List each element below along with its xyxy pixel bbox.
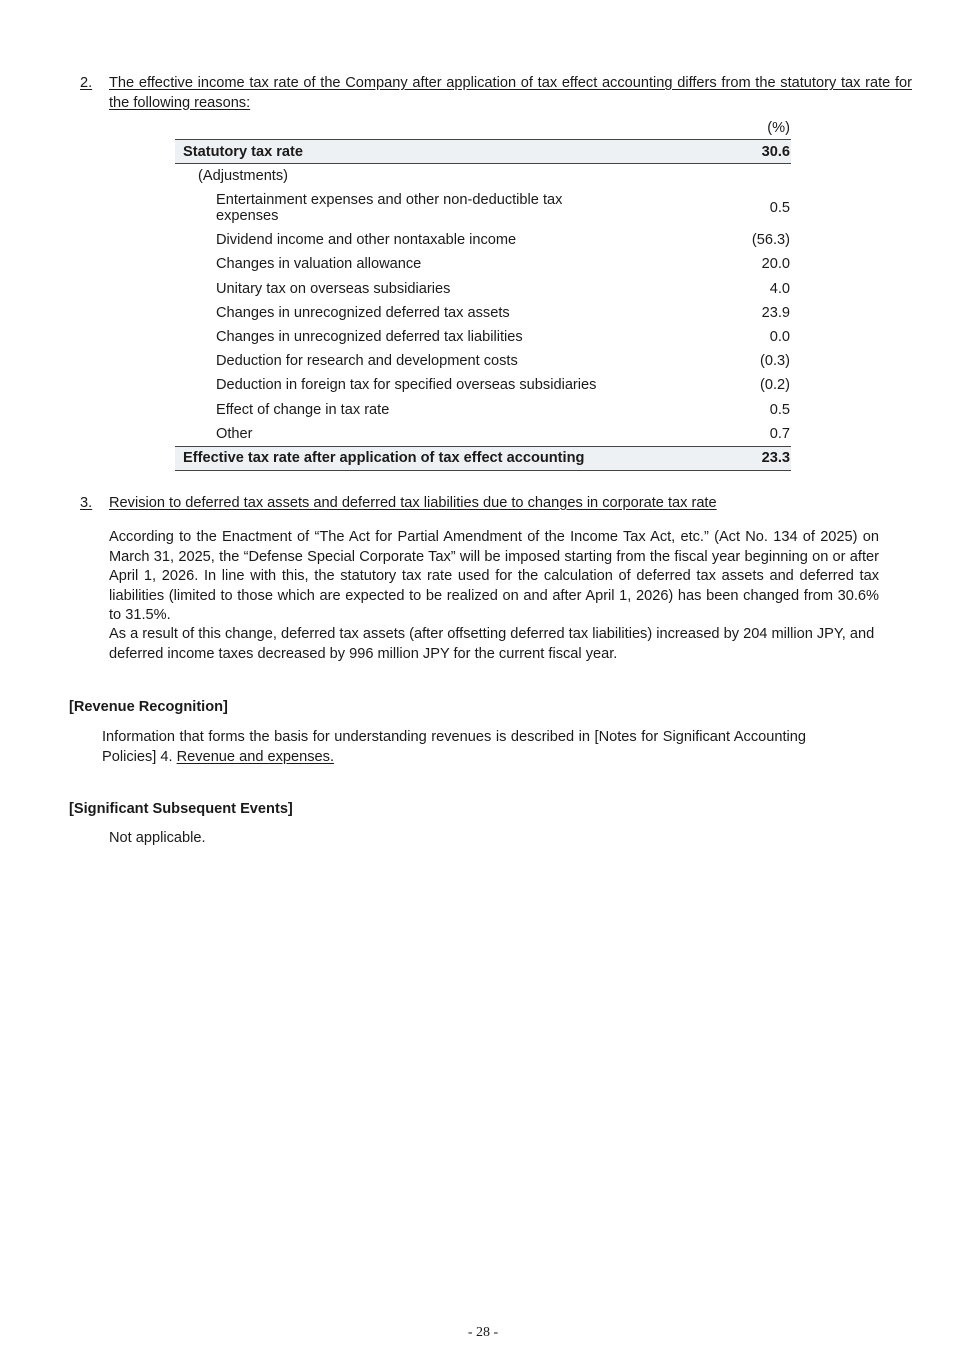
row-label: Deduction in foreign tax for specified overseas subsidiaries: [216, 377, 597, 394]
row-label: Changes in unrecognized deferred tax liabilities: [216, 329, 523, 346]
tax-rate-table: [175, 139, 791, 471]
section-3-paragraph-1: According to the Enactment of “The Act for Partial Amendment of the Income Tax Act, etc.” (Act No. 134 of 2025) on March 31, 2025, the “Defense Special Corporate Tax” will be imposed starting from the fiscal year beginning on or after April 1, 2026. In line with this, the statutory tax rate used for the calculation of deferred tax assets and deferred tax liabilities (limited to those which are expected to be realized on and after April 1, 2026) has been changed from 30.6% to 31.5%.: [109, 529, 879, 623]
row-value: 23.9: [761, 304, 790, 321]
section-3-heading: [80, 495, 912, 511]
table-row: [175, 277, 791, 301]
statutory-label: Statutory tax rate: [175, 140, 690, 164]
table-row-statutory: [175, 140, 791, 164]
effective-label: Effective tax rate after application of tax effect accounting: [175, 446, 690, 470]
table-unit: (%): [767, 120, 790, 136]
section-3-paragraph-2: As a result of this change, deferred tax assets (after offsetting deferred tax liabilities) increased by 204 million JPY, and deferred income taxes decreased by 996 million JPY for the current fiscal year.: [109, 626, 875, 662]
row-value: 0.7: [769, 425, 790, 442]
section-2-number: 2.: [80, 75, 93, 91]
subsequent-events-heading: [Significant Subsequent Events]: [69, 801, 293, 817]
statutory-value: 30.6: [690, 140, 791, 164]
row-value: 4.0: [769, 280, 790, 297]
table-row: [175, 373, 791, 397]
table-row: [175, 228, 791, 252]
section-2-title: The effective income tax rate of the Company after application of tax effect accounting differs from the statutory tax rate for the following reasons:: [109, 75, 912, 111]
table-row: [175, 422, 791, 447]
row-label: Unitary tax on overseas subsidiaries: [216, 280, 451, 297]
table-row: [175, 349, 791, 373]
effective-value: 23.3: [690, 446, 791, 470]
adjustments-label: (Adjustments): [198, 168, 289, 185]
row-value: 0.5: [769, 401, 790, 418]
row-label: Changes in unrecognized deferred tax assets: [216, 304, 510, 321]
row-value: 0.0: [769, 329, 790, 346]
subsequent-events-text: Not applicable.: [109, 830, 206, 846]
table-row: [175, 188, 791, 228]
section-2-heading: [80, 74, 912, 113]
row-value: (0.2): [759, 377, 790, 394]
table-row: [175, 252, 791, 276]
row-label: Entertainment expenses and other non-deductible tax expenses: [216, 192, 563, 225]
section-3-title: Revision to deferred tax assets and deferred tax liabilities due to changes in corporate tax rate: [109, 495, 717, 511]
row-label: Effect of change in tax rate: [216, 401, 390, 418]
section-3-number: 3.: [80, 495, 93, 511]
row-label: Deduction for research and development costs: [216, 353, 518, 370]
revenue-recognition-text: [102, 728, 806, 767]
row-value: (56.3): [751, 232, 790, 249]
row-value: (0.3): [759, 353, 790, 370]
table-row-adjustments: [175, 164, 791, 189]
page-number: - 28 -: [467, 1325, 499, 1340]
table-row: [175, 325, 791, 349]
row-label: Other: [216, 425, 253, 442]
row-value: 0.5: [769, 200, 790, 217]
revenue-recognition-heading: [Revenue Recognition]: [69, 699, 228, 715]
table-row: [175, 301, 791, 325]
row-label: Changes in valuation allowance: [216, 256, 422, 273]
revenue-link[interactable]: Revenue and expenses.: [176, 748, 335, 765]
row-label: Dividend income and other nontaxable income: [216, 232, 517, 249]
table-row: [175, 398, 791, 422]
row-value: 20.0: [761, 256, 790, 273]
revenue-text: Information that forms the basis for understanding revenues is described in [Notes for Significant Accounting Policies] 4.: [102, 729, 806, 765]
table-row-effective: [175, 446, 791, 470]
